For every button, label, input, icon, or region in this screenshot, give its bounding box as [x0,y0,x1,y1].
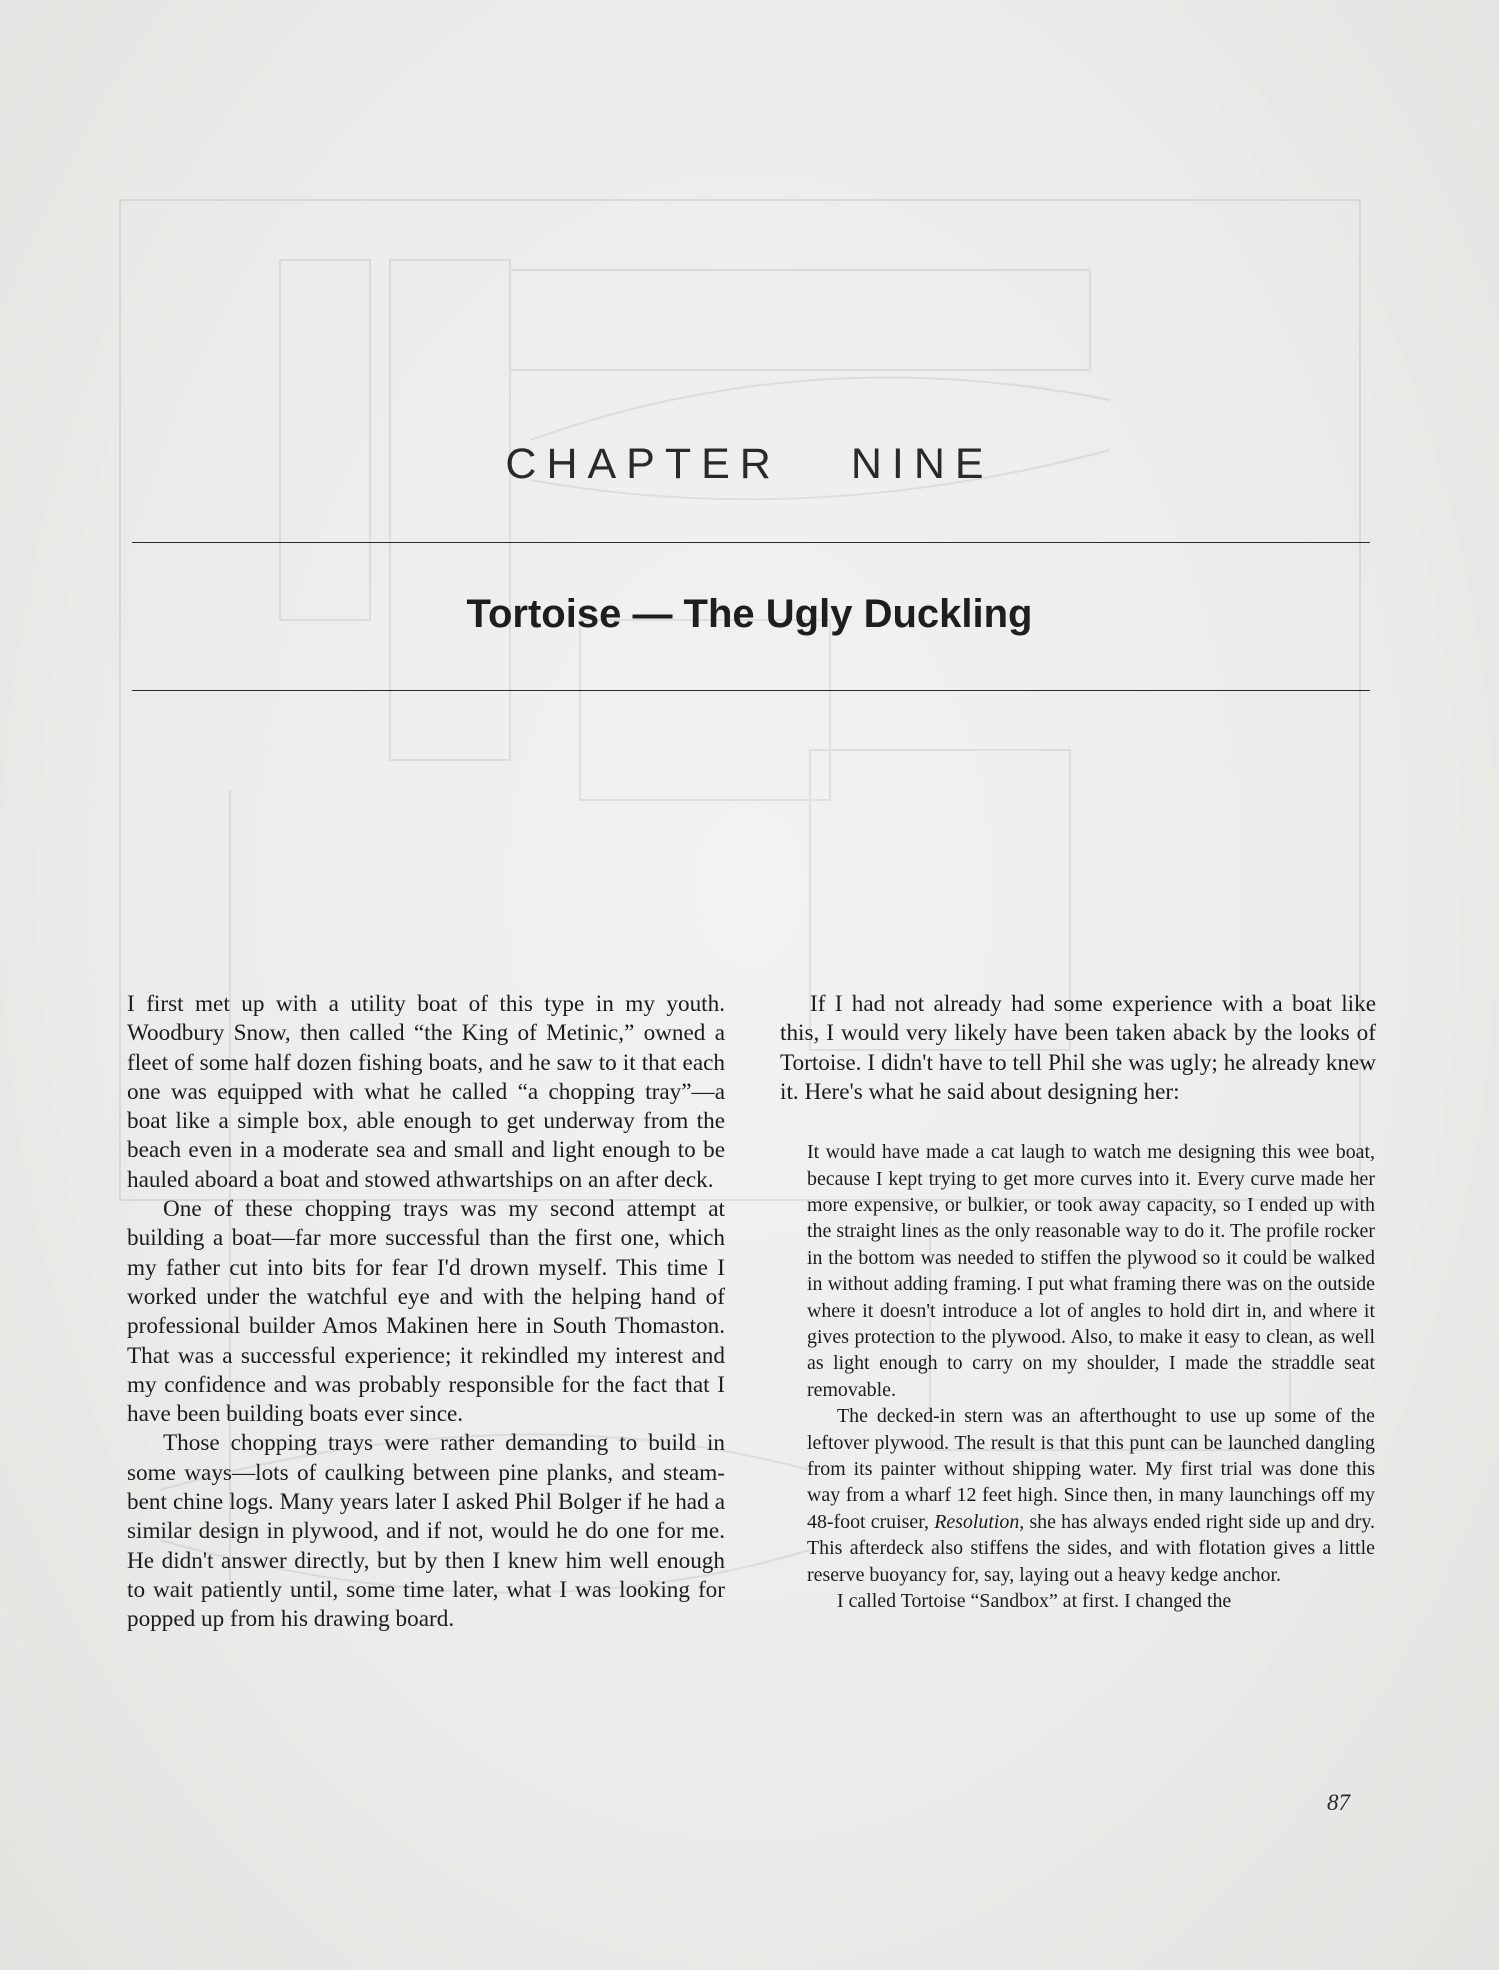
block-quote [807,1139,1375,1614]
left-paragraph-2: One of these chopping trays was my second attempt at building a boat—far more successful than the first one, which my father cut into bits for fear I'd drown myself. This time I worked under the watchful eye and with the helping hand of professional builder Amos Makinen here in South Thomaston. That was a successful experience; it rekindled my interest and my confidence and was probably responsible for the fact that I have been building boats ever since. [127,1196,725,1428]
chapter-number-heading [0,440,1499,489]
quote-paragraph-3: I called Tortoise “Sandbox” at first. I changed the [837,1590,1232,1613]
left-paragraph-1: I first met up with a utility boat of this type in my youth. Woodbury Snow, then called “the King of Metinic,” owned a fleet of some half dozen fishing boats, and he saw to it that each one was equipped with what he called “a chopping tray”—a boat like a simple box, able enough to get underway from the beach even in a moderate sea and small and light enough to be hauled aboard a boat and stowed athwartships on an after deck. [127,991,725,1193]
quote-paragraph-2 [807,1403,1375,1588]
page-number: 87 [1327,1790,1350,1815]
chapter-number: NINE [850,440,994,488]
left-column [127,990,725,1635]
quote-paragraph-1: It would have made a cat laugh to watch me designing this wee boat, because I kept trying to get more curves into it. Every curve made her more expensive, or bulkier, or took away capacity, so I ended up with the straight lines as the only reasonable way to do it. The profile rocker in the bottom was needed to stiffen the plywood so it could be walked in without adding framing. I put what framing there was on the outside where it doesn't introduce a lot of angles to hold dirt in, and where it gives protection to the plywood. Also, to make it easy to clean, as well as light enough to carry on my shoulder, I made the straddle seat removable. [807,1141,1375,1401]
left-paragraph-3: Those chopping trays were rather demanding to build in some ways—lots of caulking between pine planks, and steam-bent chine logs. Many years later I asked Phil Bolger if he had a similar design in plywood, and if not, would he do one for me. He didn't answer directly, but by then I knew him well enough to wait patiently until, some time later, what I was looking for popped up from his drawing board. [127,1430,725,1633]
bottom-rule [132,690,1370,691]
right-column [780,990,1376,1615]
top-rule [132,542,1370,543]
right-paragraph-1: If I had not already had some experience with a boat like this, I would very likely have been taken aback by the looks of Tortoise. I didn't have to tell Phil she was ugly; he already knew it. Here's what he said about designing her: [780,991,1376,1105]
chapter-title: Tortoise — The Ugly Duckling [466,592,1033,636]
quote-paragraph-2-end: , she has always ended right side up and dry. This afterdeck also stiffens the sides, and with flotation gives a little reserve buoyancy for, say, laying out a heavy kedge anchor. [807,1510,1375,1586]
quote-paragraph-2-start: The decked-in stern was an afterthought to use up some of the leftover plywood. The result is that this punt can be launched dangling from its painter without shipping water. My first trial was done this way from a wharf 12 feet high. Since then, in many launchings off my 48-foot cruiser, [807,1405,1375,1533]
chapter-label: CHAPTER [505,440,781,488]
boat-name-resolution: Resolution [934,1510,1020,1533]
